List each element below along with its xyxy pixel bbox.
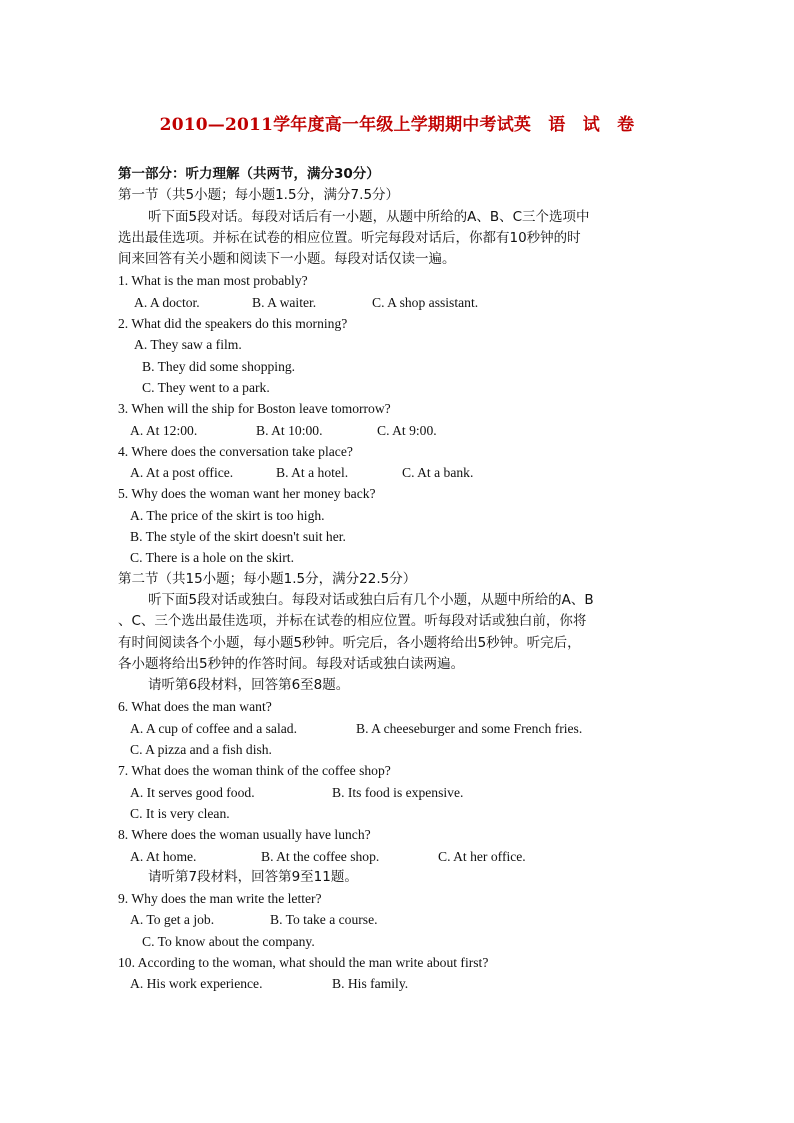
option-a: A. At a post office. — [130, 465, 234, 481]
question-options — [118, 782, 688, 803]
option-a: A. To get a job. — [130, 912, 215, 928]
section2-instruction-line: 有时间阅读各个小题，每小题5秒钟。听完后，各小题将给出5秒钟。听完后， — [118, 634, 581, 651]
question-stem: 7. What does the woman think of the coffee shop? — [118, 763, 391, 779]
question-options — [118, 718, 688, 739]
option-b: B. At 10:00. — [256, 422, 323, 438]
section2-instruction-line: 各小题将给出5秒钟的作答时间。每段对话或独白读两遍。 — [118, 655, 465, 672]
option-c: C. There is a hole on the skirt. — [130, 550, 294, 566]
question-stem: 5. Why does the woman want her money back? — [118, 486, 376, 502]
question-stem: 1. What is the man most probably? — [118, 273, 308, 289]
option-c: C. At a bank. — [402, 465, 474, 481]
section1-instruction-line: 间来回答有关小题和阅读下一小题。每段对话仅读一遍。 — [118, 251, 456, 268]
option-a: A. They saw a film. — [134, 337, 242, 353]
option-c: C. At her office. — [438, 848, 526, 864]
option-a: A. At home. — [130, 848, 197, 864]
option-b: B. They did some shopping. — [142, 358, 296, 374]
question-stem: 6. What does the man want? — [118, 699, 272, 715]
question-options — [118, 973, 688, 994]
part1-heading: 第一部分：听力理解（共两节，满分30分） — [118, 166, 380, 182]
option-c: C. A shop assistant. — [372, 294, 479, 310]
material-instruction: 请听第7段材料，回答第9至11题。 — [148, 868, 358, 885]
option-a: A. A cup of coffee and a salad. — [130, 720, 297, 736]
section1-instruction-line: 选出最佳选项。并标在试卷的相应位置。听完每段对话后，你都有10秒钟的时 — [118, 229, 581, 246]
option-a: A. A doctor. — [134, 294, 200, 310]
question-stem: 4. Where does the conversation take place? — [118, 443, 353, 459]
question-stem: 2. What did the speakers do this morning? — [118, 316, 348, 332]
option-b: B. A cheeseburger and some French fries. — [356, 720, 583, 736]
question-stem: 10. According to the woman, what should the man write about first? — [118, 954, 489, 970]
option-b: B. At the coffee shop. — [261, 848, 380, 864]
section2-instruction-line: 听下面5段对话或独白。每段对话或独白后有几个小题，从题中所给的A、B — [148, 591, 594, 608]
option-c: C. A pizza and a fish dish. — [130, 742, 272, 758]
question-stem: 8. Where does the woman usually have lunch? — [118, 827, 371, 843]
option-a: A. It serves good food. — [130, 784, 255, 800]
option-b: B. His family. — [332, 976, 409, 992]
section1-heading: 第一节（共5小题；每小题1.5分，满分7.5分） — [118, 187, 400, 204]
option-a: A. His work experience. — [130, 976, 263, 992]
section1-instruction-line: 听下面5段对话。每段对话后有一小题，从题中所给的A、B、C三个选项中 — [148, 208, 590, 225]
material-instruction: 请听第6段材料，回答第6至8题。 — [148, 677, 350, 694]
option-b: B. The style of the skirt doesn't suit her. — [130, 529, 346, 545]
exam-content — [118, 164, 688, 995]
option-b: B. Its food is expensive. — [332, 784, 464, 800]
question-stem: 3. When will the ship for Boston leave tomorrow? — [118, 401, 391, 417]
section2-heading: 第二节（共15小题；每小题1.5分，满分22.5分） — [118, 570, 417, 587]
option-c: C. It is very clean. — [130, 805, 230, 821]
option-b: B. To take a course. — [270, 912, 378, 928]
option-a: A. At 12:00. — [130, 422, 198, 438]
option-b: B. A waiter. — [252, 294, 317, 310]
question-options — [118, 462, 688, 483]
option-b: B. At a hotel. — [276, 465, 349, 481]
question-options — [118, 292, 688, 313]
question-options — [118, 909, 688, 930]
exam-title: 2010—2011学年度高一年级上学期期中考试英 语 试 卷 — [159, 115, 635, 135]
option-c: C. To know about the company. — [142, 933, 315, 949]
question-stem: 9. Why does the man write the letter? — [118, 891, 322, 907]
option-c: C. They went to a park. — [142, 379, 270, 395]
question-options — [118, 420, 688, 441]
option-c: C. At 9:00. — [377, 422, 437, 438]
section2-instruction-line: 、C、三个选出最佳选项，并标在试卷的相应位置。听每段对话或独白前，你将 — [118, 613, 587, 630]
option-a: A. The price of the skirt is too high. — [130, 507, 325, 523]
question-options — [118, 846, 688, 867]
